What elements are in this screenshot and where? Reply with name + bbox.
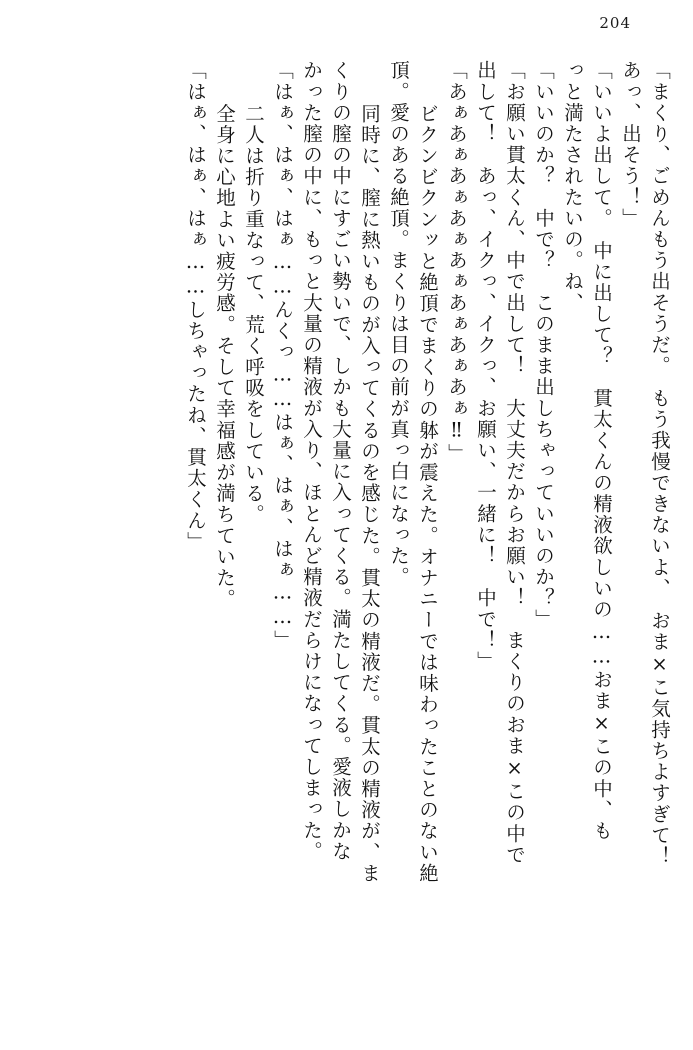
text-line: 「いいのか？ 中で？ このまま出しちゃっていいのか？」	[532, 60, 555, 630]
text-line: 二人は折り重なって、荒く呼吸をしている。	[242, 82, 265, 526]
text-line: 「あぁあぁあぁあぁあぁあぁあぁあぁ‼」	[445, 60, 468, 465]
text-line: 頂。愛のある絶頂。まくりは目の前が真っ白になった。	[387, 60, 410, 588]
text-line: 出して！ あっ、イクっ、イクっ、お願い、一緒に！ 中で！」	[474, 60, 497, 672]
page-number: 204	[599, 14, 631, 32]
text-line: 「お願い貫太くん、中で出して！ 大丈夫だからお願い！ まくりのおま×この中で	[503, 60, 526, 866]
text-line: ビクンビクンッと絶頂でまくりの躰が震えた。オナニーでは味わったことのない絶	[416, 82, 439, 884]
text-line: くりの膣の中にすごい勢いで、しかも大量に入ってくる。満たしてくる。愛液しかな	[329, 60, 352, 862]
text-line: あっ、出そう！」	[619, 60, 642, 229]
text-line: 「まくり、ごめんもう出そうだ。 もう我慢できないよ、 おま×こ気持ちよすぎて！	[648, 60, 671, 867]
text-line: 同時に、膣に熱いものが入ってくるのを感じた。貫太の精液だ。貫太の精液が、ま	[358, 82, 381, 884]
text-line: 「はぁ、はぁ、はぁ……んくっ……はぁ、はぁ、はぁ……」	[271, 60, 294, 651]
text-line: 「いいよ出して。 中に出して？ 貫太くんの精液欲しいの……おま×この中、も	[590, 60, 613, 842]
text-line: っと満たされたいの。ね、	[561, 60, 584, 314]
text-line: 全身に心地よい疲労感。そして幸福感が満ちていた。	[213, 82, 236, 610]
text-line: かった膣の中に、もっと大量の精液が入り、ほとんど精液だらけになってしまった。	[300, 60, 323, 862]
text-line: 「はぁ、はぁ、はぁ……しちゃったね、貫太くん」	[184, 60, 207, 553]
vertical-body-text	[24, 60, 669, 1010]
